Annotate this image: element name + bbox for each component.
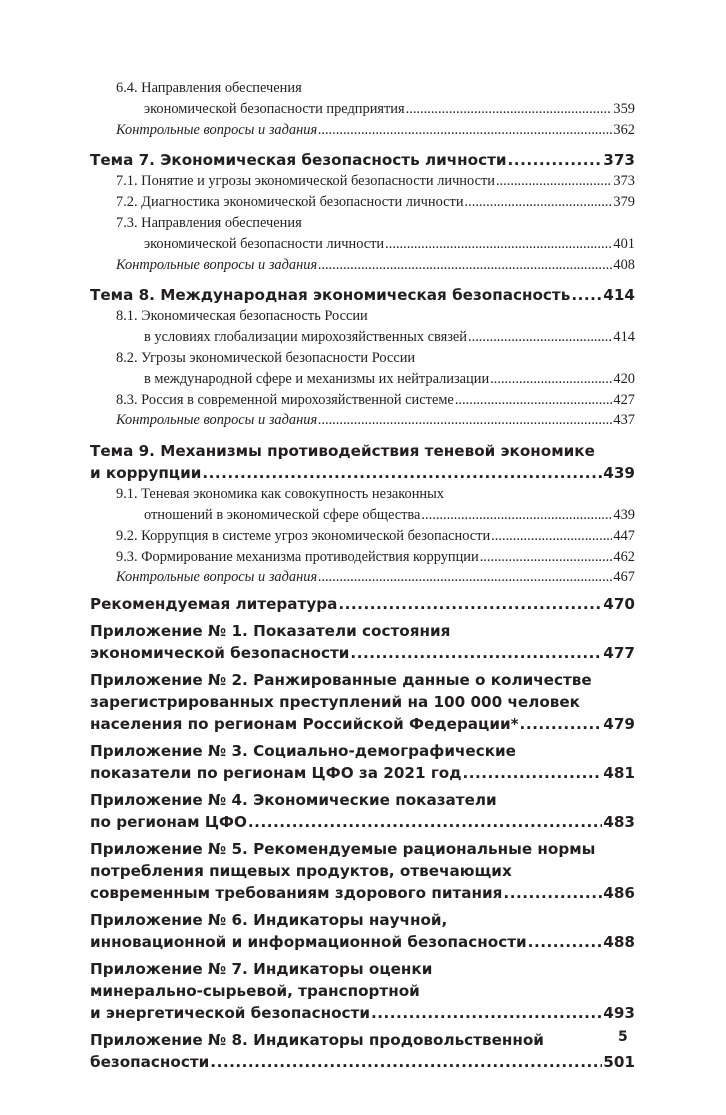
toc-entry-text: Контрольные вопросы и задания — [116, 121, 318, 138]
page-ref: 479 — [603, 715, 635, 734]
toc-appendix-3 — [90, 740, 635, 784]
appendix-title: зарегистрированных преступлений на 100 000 человек — [90, 693, 580, 712]
page-ref: 467 — [613, 569, 635, 586]
toc-entry-7-3 — [90, 213, 635, 255]
toc-entry-questions-7 — [90, 255, 635, 276]
toc-entry-text: экономической безопасности предприятия — [144, 100, 405, 117]
leader-dots — [468, 327, 612, 348]
page-ref: 447 — [613, 527, 635, 544]
page-ref: 373 — [603, 151, 635, 170]
toc-entry-questions-9 — [90, 567, 635, 588]
toc-entry-7-2 — [90, 192, 635, 213]
leader-dots — [385, 234, 612, 255]
leader-dots — [406, 99, 613, 120]
page-ref: 401 — [613, 235, 635, 252]
toc-appendix-6 — [90, 909, 635, 953]
leader-dots — [350, 642, 602, 664]
appendix-title: населения по регионам Российской Федерации* — [90, 715, 519, 734]
appendix-title: современным требованиям здорового питания — [90, 884, 503, 903]
toc-entry-text: 8.1. Экономическая безопасность России — [116, 308, 368, 325]
leader-dots — [508, 149, 603, 171]
toc-entry-text: 9.2. Коррупция в системе угроз экономической безопасности — [116, 527, 491, 544]
toc-entry-text: 9.1. Теневая экономика как совокупность незаконных — [116, 486, 444, 503]
leader-dots — [318, 410, 612, 431]
appendix-title: Приложение № 6. Индикаторы научной, — [90, 911, 448, 930]
leader-dots — [520, 713, 603, 735]
page-ref: 414 — [613, 329, 635, 346]
appendix-title: потребления пищевых продуктов, отвечающих — [90, 862, 512, 881]
page-ref: 362 — [613, 121, 635, 138]
page-ref: 486 — [603, 884, 635, 903]
leader-dots — [318, 120, 612, 141]
toc-entry-8-1 — [90, 306, 635, 348]
page-ref: 470 — [603, 595, 635, 614]
appendix-title: минерально-сырьевой, транспортной — [90, 982, 420, 1001]
toc-entry-7-1 — [90, 171, 635, 192]
appendix-title: Приложение № 8. Индикаторы продовольственной — [90, 1031, 544, 1050]
appendix-title: Приложение № 1. Показатели состояния — [90, 622, 451, 641]
page-ref: 488 — [603, 933, 635, 952]
toc-entry-9-2 — [90, 526, 635, 547]
chapter-title: Рекомендуемая литература — [90, 595, 338, 614]
chapter-title: Тема 7. Экономическая безопасность личности — [90, 151, 507, 170]
toc-entry-text: 9.3. Формирование механизма противодействия коррупции — [116, 548, 479, 565]
toc-entry-text: 7.3. Направления обеспечения — [116, 214, 302, 231]
toc-literature — [90, 593, 635, 615]
toc-entry-text: Контрольные вопросы и задания — [116, 412, 318, 429]
toc-entry-text: 6.4. Направления обеспечения — [116, 80, 302, 96]
appendix-title: и энергетической безопасности — [90, 1004, 370, 1023]
appendix-title: безопасности — [90, 1053, 210, 1072]
toc-entry-text: в условиях глобализации мирохозяйственных связей — [144, 329, 468, 346]
leader-dots — [465, 192, 613, 213]
toc-entry-text: экономической безопасности личности — [144, 235, 385, 252]
page-ref: 359 — [613, 100, 635, 117]
chapter-title: Тема 8. Международная экономическая безопасность — [90, 286, 571, 305]
leader-dots — [462, 762, 602, 784]
page-ref: 501 — [603, 1053, 635, 1072]
page-ref: 462 — [613, 548, 635, 565]
toc-appendix-2 — [90, 669, 635, 735]
toc-entry-text: 8.3. Россия в современной мирохозяйственной системе — [116, 391, 454, 408]
page-ref: 439 — [603, 464, 635, 483]
leader-dots — [338, 593, 602, 615]
page-ref: 379 — [613, 194, 635, 211]
leader-dots — [248, 811, 602, 833]
toc-chapter-8 — [90, 284, 635, 306]
table-of-contents — [90, 78, 635, 1073]
page-ref: 481 — [603, 764, 635, 783]
leader-dots — [503, 882, 602, 904]
page-ref: 483 — [603, 813, 635, 832]
leader-dots — [421, 505, 612, 526]
toc-entry-questions-8 — [90, 410, 635, 431]
toc-entry-8-3 — [90, 390, 635, 411]
toc-chapter-7 — [90, 149, 635, 171]
page-ref: 373 — [613, 173, 635, 190]
toc-appendix-5 — [90, 838, 635, 904]
leader-dots — [496, 171, 612, 192]
leader-dots — [491, 526, 612, 547]
leader-dots — [371, 1002, 602, 1024]
page-ref: 427 — [613, 391, 635, 408]
page-ref: 420 — [613, 370, 635, 387]
leader-dots — [318, 567, 612, 588]
toc-entry-text: отношений в экономической сфере общества — [144, 506, 421, 523]
toc-entry-6-4 — [90, 78, 635, 120]
leader-dots — [480, 547, 613, 568]
toc-entry-text: в международной сфере и механизмы их нейтрализации — [144, 370, 490, 387]
page-ref: 408 — [613, 256, 635, 273]
page-ref: 493 — [603, 1004, 635, 1023]
page-ref: 414 — [603, 286, 635, 305]
toc-chapter-9 — [90, 440, 635, 484]
leader-dots — [318, 255, 612, 276]
toc-appendix-8 — [90, 1029, 635, 1073]
chapter-title: и коррупции — [90, 464, 202, 483]
toc-entry-questions-6 — [90, 120, 635, 141]
toc-appendix-7 — [90, 958, 635, 1024]
appendix-title: инновационной и информационной безопасности — [90, 933, 527, 952]
toc-entry-9-1 — [90, 484, 635, 526]
page-number: 5 — [618, 1029, 628, 1045]
leader-dots — [528, 931, 603, 953]
page-ref: 439 — [613, 506, 635, 523]
appendix-title: показатели по регионам ЦФО за 2021 год — [90, 764, 462, 783]
toc-entry-text: 7.1. Понятие и угрозы экономической безопасности личности — [116, 173, 495, 190]
toc-entry-text: Контрольные вопросы и задания — [116, 569, 318, 586]
appendix-title: экономической безопасности — [90, 644, 350, 663]
chapter-title: Тема 9. Механизмы противодействия теневой экономике — [90, 442, 595, 461]
toc-entry-text: 8.2. Угрозы экономической безопасности России — [116, 349, 416, 366]
page-ref: 437 — [613, 412, 635, 429]
leader-dots — [202, 462, 602, 484]
toc-entry-text: 7.2. Диагностика экономической безопасности личности — [116, 194, 464, 211]
toc-appendix-4 — [90, 789, 635, 833]
leader-dots — [210, 1051, 602, 1073]
leader-dots — [455, 390, 613, 411]
appendix-title: Приложение № 7. Индикаторы оценки — [90, 960, 433, 979]
appendix-title: по регионам ЦФО — [90, 813, 247, 832]
toc-appendix-1 — [90, 620, 635, 664]
toc-entry-8-2 — [90, 348, 635, 390]
appendix-title: Приложение № 5. Рекомендуемые рациональные нормы — [90, 840, 596, 859]
leader-dots — [571, 284, 602, 306]
toc-entry-text: Контрольные вопросы и задания — [116, 256, 318, 273]
appendix-title: Приложение № 2. Ранжированные данные о количестве — [90, 671, 592, 690]
toc-entry-9-3 — [90, 547, 635, 568]
leader-dots — [490, 369, 612, 390]
appendix-title: Приложение № 4. Экономические показатели — [90, 791, 497, 810]
appendix-title: Приложение № 3. Социально-демографические — [90, 742, 516, 761]
page-ref: 477 — [603, 644, 635, 663]
